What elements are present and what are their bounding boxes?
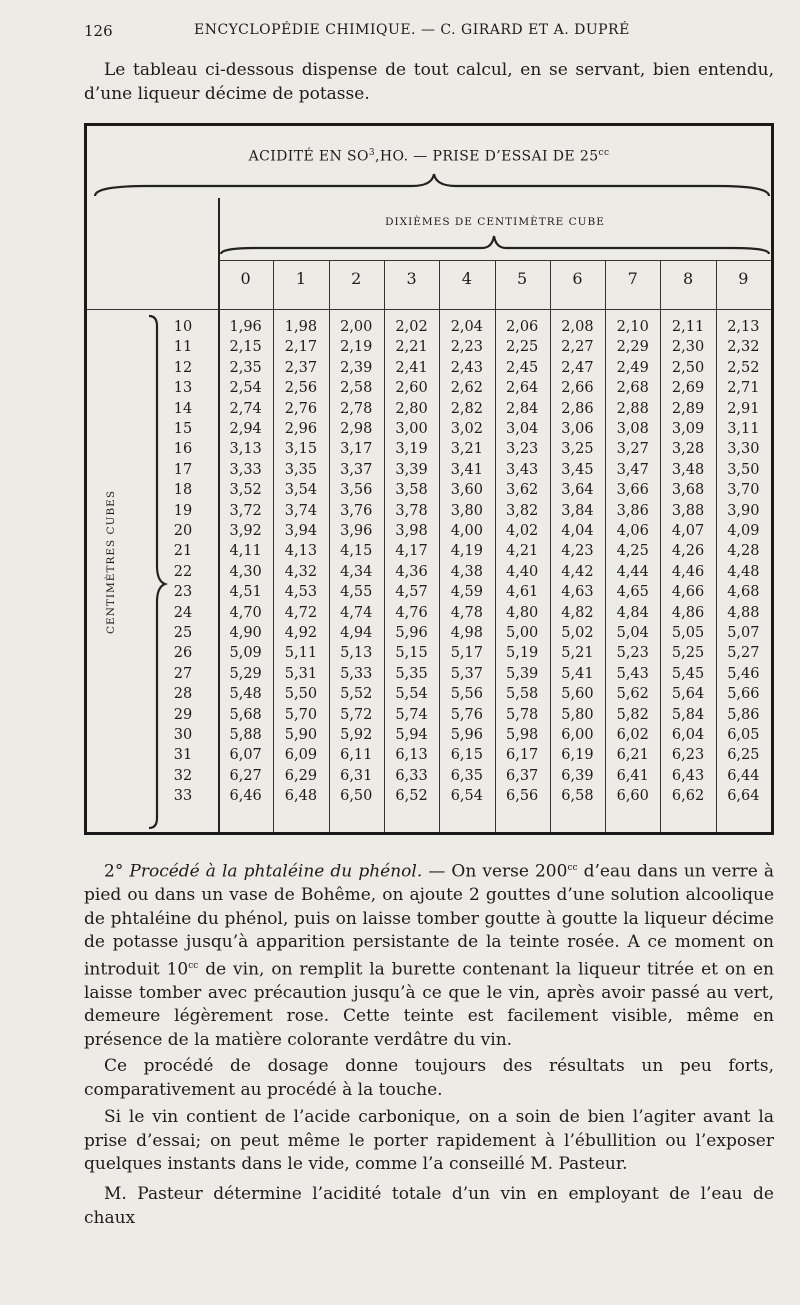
table-cell: 5,68	[229, 706, 262, 723]
table-cell: 3,92	[229, 523, 262, 539]
table-cell: 5,21	[561, 645, 594, 662]
table-cell: 2,64	[506, 380, 539, 397]
intro-paragraph: Le tableau ci-dessous dispense de tout calcul, en se servant, bien entendu, d’une liqueur décime de potasse.	[84, 60, 774, 104]
table-cell: 6,21	[616, 747, 649, 764]
table-title-rest: ,HO. — PRISE D’ESSAI DE 25	[375, 148, 599, 165]
table-cell: 5,70	[284, 706, 318, 723]
table-cell: 4,38	[450, 563, 483, 580]
row-label: 15	[173, 421, 193, 437]
table-cell: 3,47	[616, 461, 649, 478]
table-cell: 6,37	[506, 767, 539, 784]
digits-brace	[221, 236, 769, 254]
table-cell: 2,76	[284, 400, 318, 417]
table-cell: 3,74	[284, 502, 318, 519]
table-cell: 5,25	[671, 645, 705, 662]
table-cell: 6,25	[727, 747, 760, 764]
table-cell: 3,76	[340, 502, 373, 519]
table-cell: 6,07	[229, 747, 262, 764]
table-cell: 6,19	[561, 747, 594, 764]
table-cell: 4,13	[284, 543, 318, 560]
table-cell: 4,00	[450, 523, 483, 539]
table-cell: 4,68	[727, 584, 760, 601]
row-label: 14	[173, 400, 193, 417]
table-cell: 3,88	[671, 502, 705, 519]
table-cell: 2,94	[229, 421, 262, 437]
table-cell: 2,47	[561, 359, 594, 376]
table-cell: 6,13	[395, 747, 428, 764]
row-label: 19	[173, 502, 193, 519]
table-cell: 3,11	[727, 421, 760, 437]
row-label: 26	[173, 645, 193, 662]
table-cell: 2,27	[561, 339, 594, 356]
table-cell: 4,63	[561, 584, 594, 601]
column-header-7: 7	[627, 269, 638, 288]
table-cell: 5,58	[506, 686, 539, 703]
table-cell: 5,78	[506, 706, 539, 723]
row-label: 18	[173, 482, 193, 499]
row-label: 32	[173, 767, 193, 784]
table-cell: 3,84	[561, 502, 594, 519]
table-cell: 2,11	[671, 319, 705, 335]
table-cell: 3,17	[340, 441, 373, 458]
row-label: 13	[173, 380, 193, 397]
table-cell: 6,29	[284, 767, 318, 784]
table-cell: 4,84	[616, 604, 649, 621]
table-cell: 5,80	[561, 706, 594, 723]
table-cell: 2,54	[229, 380, 262, 397]
table-cell: 6,35	[450, 767, 483, 784]
table-cell: 3,64	[561, 482, 594, 499]
table-cell: 2,30	[671, 339, 705, 356]
section-number: 2°	[104, 861, 130, 882]
table-cell: 3,96	[340, 523, 373, 539]
table-cell: 2,32	[727, 339, 760, 356]
row-label: 22	[173, 563, 193, 580]
table-cell: 2,00	[340, 319, 373, 335]
table-cell: 6,41	[616, 767, 649, 784]
table-cell: 2,02	[395, 319, 428, 335]
table-cell: 4,66	[671, 584, 705, 601]
table-cell: 5,00	[506, 625, 539, 641]
section-title: Procédé à la phtaléine du phénol.	[129, 861, 423, 882]
column-header-3: 3	[406, 269, 417, 288]
table-cell: 2,41	[395, 359, 428, 376]
section-text-c: de vin, on remplit la burette contenant la liqueur titrée et on en laisse tomber avec précaution jusqu’à ce que le vin, après avoir passé au vert, demeure légèrement rose. Cette teinte est facilement visible, même en présence de la matière colorante verdâtre du vin.	[84, 959, 774, 1050]
table-cell: 4,80	[506, 604, 539, 621]
table-cell: 3,04	[506, 421, 539, 437]
table-cell: 6,17	[506, 747, 539, 764]
table-cell: 5,39	[506, 665, 539, 682]
table-cell: 3,70	[727, 482, 760, 499]
table-cell: 4,94	[340, 625, 373, 641]
table-title-superscript: 3	[368, 148, 376, 158]
table-cell: 4,26	[671, 543, 705, 560]
table-cell: 6,64	[727, 788, 760, 805]
table-cell: 2,86	[561, 400, 594, 417]
table-cell: 4,46	[671, 563, 705, 580]
table-cell: 6,52	[395, 788, 428, 805]
table-cell: 4,34	[340, 563, 373, 580]
table-cell: 4,98	[450, 625, 483, 641]
table-cell: 6,11	[340, 747, 373, 764]
table-cell: 4,06	[616, 523, 649, 539]
table-cell: 4,82	[561, 604, 594, 621]
table-cell: 4,42	[561, 563, 594, 580]
table-cell: 2,66	[561, 380, 594, 397]
row-label: 23	[173, 584, 193, 601]
table-cell: 4,36	[395, 563, 428, 580]
row-label: 25	[173, 625, 193, 641]
table-cell: 5,54	[395, 686, 428, 703]
table-cell: 2,39	[340, 359, 373, 376]
table-cell: 5,27	[727, 645, 760, 662]
table-cell: 6,09	[284, 747, 318, 764]
row-label: 21	[173, 543, 193, 560]
table-cell: 3,08	[616, 421, 649, 437]
table-cell: 2,06	[506, 319, 539, 335]
table-cell: 5,88	[229, 727, 262, 743]
table-cell: 4,07	[671, 523, 705, 539]
table-cell: 5,13	[340, 645, 373, 662]
table-cell: 2,74	[229, 400, 262, 417]
table-cell: 6,33	[395, 767, 428, 784]
table-cell: 6,62	[671, 788, 705, 805]
table-cell: 6,00	[561, 727, 594, 743]
table-cell: 3,54	[284, 482, 318, 499]
table-cell: 5,50	[284, 686, 318, 703]
table-cell: 3,21	[450, 441, 483, 458]
table-cell: 4,44	[616, 563, 649, 580]
row-group-label: CENTIMÈTRES CUBES	[105, 489, 117, 634]
table-cell: 3,90	[727, 502, 760, 519]
table-cell: 2,08	[561, 319, 594, 335]
table-cell: 4,72	[284, 604, 318, 621]
table-cell: 4,51	[229, 584, 262, 601]
table-cell: 4,88	[727, 604, 760, 621]
row-label: 20	[173, 523, 193, 539]
table-cell: 2,84	[506, 400, 539, 417]
row-label: 27	[173, 665, 193, 682]
row-label: 31	[173, 747, 193, 764]
table-cell: 2,60	[395, 380, 428, 397]
table-cell: 5,56	[450, 686, 483, 703]
table-cell: 2,68	[616, 380, 649, 397]
table-cell: 6,23	[671, 747, 705, 764]
table-cell: 5,31	[284, 665, 318, 682]
table-cell: 4,74	[340, 604, 373, 621]
table-cell: 2,19	[340, 339, 373, 356]
table-cell: 2,29	[616, 339, 649, 356]
column-header-2: 2	[351, 269, 362, 288]
table-cell: 2,88	[616, 400, 649, 417]
table-cell: 5,09	[229, 645, 262, 662]
table-cell: 2,96	[284, 421, 318, 437]
table-cell: 2,98	[340, 421, 373, 437]
table-cell: 3,66	[616, 482, 649, 499]
table-cell: 3,80	[450, 502, 483, 519]
row-label: 16	[173, 441, 193, 458]
table-cell: 6,48	[284, 788, 318, 805]
table-cell: 3,15	[284, 441, 318, 458]
table-cell: 5,15	[395, 645, 428, 662]
header-bottom-rule	[87, 309, 771, 310]
table-cell: 3,68	[671, 482, 705, 499]
table-cell: 3,45	[561, 461, 594, 478]
row-label: 29	[173, 706, 193, 723]
table-cell: 4,09	[727, 523, 760, 539]
table-cell: 1,98	[284, 319, 318, 335]
table-cell: 5,62	[616, 686, 649, 703]
table-cell: 5,52	[340, 686, 373, 703]
table-cell: 5,74	[395, 706, 428, 723]
table-cell: 6,04	[671, 727, 705, 743]
table-cell: 3,52	[229, 482, 262, 499]
column-group-label: DIXIÈMES DE CENTIMÈTRE CUBE	[385, 216, 605, 228]
table-cell: 3,09	[671, 421, 705, 437]
table-cell: 2,10	[616, 319, 649, 335]
table-cell: 5,72	[340, 706, 373, 723]
table-title-main: ACIDITÉ EN SO	[248, 148, 369, 165]
paragraph-3: Ce procédé de dosage donne toujours des résultats un peu forts, comparativement au procédé à la touche.	[84, 1056, 774, 1100]
column-header-9: 9	[738, 269, 749, 288]
row-label: 28	[173, 686, 193, 703]
table-cell: 5,45	[671, 665, 705, 682]
table-cell: 5,60	[561, 686, 594, 703]
table-cell: 3,56	[340, 482, 373, 499]
page-header	[84, 22, 774, 44]
table-cell: 4,59	[450, 584, 483, 601]
table-cell: 5,82	[616, 706, 649, 723]
running-head: ENCYCLOPÉDIE CHIMIQUE. — C. GIRARD ET A. DUPRÉ	[194, 22, 630, 38]
table-cell: 6,60	[616, 788, 649, 805]
table-cell: 5,96	[395, 625, 428, 641]
table-cell: 3,43	[506, 461, 539, 478]
table-cell: 2,17	[284, 339, 318, 356]
table-cell: 3,13	[229, 441, 262, 458]
table-cell: 2,23	[450, 339, 483, 356]
table-cell: 3,94	[284, 523, 318, 539]
table-cell: 4,86	[671, 604, 705, 621]
table-cell: 3,41	[450, 461, 483, 478]
table-cell: 5,19	[506, 645, 539, 662]
unit-cc-b: cc	[188, 960, 199, 971]
column-header-8: 8	[682, 269, 694, 288]
table-cell: 3,86	[616, 502, 649, 519]
table-cell: 6,31	[340, 767, 373, 784]
table-cell: 4,48	[727, 563, 760, 580]
acidity-table	[84, 123, 774, 835]
table-cell: 4,30	[229, 563, 262, 580]
table-cell: 4,17	[395, 543, 428, 560]
table-cell: 4,23	[561, 543, 594, 560]
table-cell: 3,82	[506, 502, 539, 519]
table-cell: 6,50	[340, 788, 373, 805]
table-cell: 2,62	[450, 380, 483, 397]
table-cell: 6,39	[561, 767, 594, 784]
table-cell: 4,76	[395, 604, 428, 621]
table-cell: 2,69	[671, 380, 705, 397]
table-cell: 5,98	[506, 727, 539, 743]
row-label: 10	[173, 319, 193, 335]
table-cell: 2,35	[229, 359, 262, 376]
table-cell: 5,33	[340, 665, 373, 682]
table-cell: 5,11	[284, 645, 318, 662]
table-cell: 3,28	[671, 441, 705, 458]
table-cell: 2,52	[727, 359, 760, 376]
table-cell: 4,55	[340, 584, 373, 601]
table-cell: 4,15	[340, 543, 373, 560]
table-cell: 5,41	[561, 665, 594, 682]
table-cell: 5,37	[450, 665, 483, 682]
table-cell: 2,56	[284, 380, 318, 397]
table-cell: 3,72	[229, 502, 262, 519]
section-text-a: — On verse 200	[422, 861, 568, 882]
row-label: 33	[173, 788, 193, 805]
table-cell: 4,32	[284, 563, 318, 580]
table-cell: 3,98	[395, 523, 428, 539]
table-cell: 2,89	[671, 400, 705, 417]
table-cell: 3,37	[340, 461, 373, 478]
table-cell: 3,00	[395, 421, 428, 437]
column-header-0: 0	[240, 269, 251, 288]
table-cell: 2,04	[450, 319, 483, 335]
table-cell: 3,02	[450, 421, 483, 437]
table-cell: 5,76	[450, 706, 483, 723]
paragraph-5: M. Pasteur détermine l’acidité totale d’un vin en employant de l’eau de chaux	[84, 1184, 774, 1228]
table-cell: 3,25	[561, 441, 594, 458]
table-cell: 6,58	[561, 788, 594, 805]
table-cell: 3,19	[395, 441, 428, 458]
table-cell: 2,80	[395, 400, 428, 417]
table-cell: 2,43	[450, 359, 483, 376]
table-cell: 4,92	[284, 625, 318, 641]
table-cell: 2,91	[727, 400, 760, 417]
table-cell: 5,35	[395, 665, 428, 682]
table-cell: 2,45	[506, 359, 539, 376]
table-cell: 3,23	[506, 441, 539, 458]
unit-cc-a: cc	[567, 863, 578, 873]
table-cell: 3,62	[506, 482, 539, 499]
table-cell: 6,02	[616, 727, 649, 743]
table-cell: 5,43	[616, 665, 649, 682]
table-cell: 2,71	[727, 380, 760, 397]
table-cell: 4,61	[506, 584, 539, 601]
table-cell: 5,17	[450, 645, 483, 662]
section-text-b: d’eau dans un verre à pied ou dans un vase de Bohême, on ajoute 2 gouttes d’une solution alcoolique de phtaléine du phénol, puis on laisse tomber goutte à goutte la liqueur décime de potasse jusqu’à apparition persistante de la teinte rosée. A ce moment on introduit 10	[84, 861, 774, 980]
table-cell: 3,60	[450, 482, 483, 499]
table-cell: 3,58	[395, 482, 428, 499]
table-cell: 4,21	[506, 543, 539, 560]
column-header-6: 6	[572, 269, 583, 288]
table-cell: 4,28	[727, 543, 760, 560]
row-label: 12	[173, 359, 193, 376]
table-cell: 5,66	[727, 686, 760, 703]
table-cell: 2,58	[340, 380, 373, 397]
paragraph-4: Si le vin contient de l’acide carbonique, on a soin de bien l’agiter avant la prise d’essai; on peut même le porter rapidement à l’ébullition ou l’exposer quelques instants dans le vide, comme l’a conseillé M. Pasteur.	[84, 1107, 774, 1174]
table-cell: 3,48	[671, 461, 705, 478]
page-number: 126	[84, 22, 113, 40]
table-cell: 4,40	[506, 563, 539, 580]
table-cell: 6,05	[727, 727, 760, 743]
table-title-unit: cc	[598, 148, 610, 158]
column-group-brace	[95, 174, 769, 196]
table-cell: 4,11	[229, 543, 262, 560]
table-cell: 3,39	[395, 461, 428, 478]
section-2-paragraph	[84, 857, 774, 1052]
column-header-5: 5	[517, 269, 528, 288]
table-cell: 4,25	[616, 543, 649, 560]
table-cell: 2,49	[616, 359, 649, 376]
table-cell: 4,65	[616, 584, 649, 601]
table-cell: 4,19	[450, 543, 483, 560]
table-cell: 5,64	[671, 686, 705, 703]
table-cell: 6,43	[671, 767, 705, 784]
table-cell: 4,02	[506, 523, 539, 539]
table-cell: 2,50	[671, 359, 705, 376]
table-cell: 6,46	[229, 788, 262, 805]
table-cell: 5,07	[727, 625, 760, 641]
row-label: 30	[173, 727, 193, 743]
table-cell: 2,15	[229, 339, 262, 356]
table-cell: 2,78	[340, 400, 373, 417]
table-cell: 3,06	[561, 421, 594, 437]
table-cell: 5,04	[616, 625, 649, 641]
table-cell: 5,48	[229, 686, 262, 703]
table-cell: 5,94	[395, 727, 428, 743]
table-cell: 6,44	[727, 767, 760, 784]
table-cell: 2,37	[284, 359, 318, 376]
table-cell: 5,23	[616, 645, 649, 662]
table-cell: 5,84	[671, 706, 705, 723]
table-cell: 5,90	[284, 727, 318, 743]
row-label: 11	[173, 339, 193, 356]
table-cell: 6,15	[450, 747, 483, 764]
table-cell: 6,56	[506, 788, 539, 805]
table-cell: 3,78	[395, 502, 428, 519]
row-label: 17	[173, 461, 193, 478]
column-header-1: 1	[295, 269, 307, 288]
table-cell: 1,96	[229, 319, 262, 335]
table-cell: 2,25	[506, 339, 539, 356]
table-cell: 4,90	[229, 625, 262, 641]
table-cell: 4,53	[284, 584, 318, 601]
table-cell: 6,54	[450, 788, 483, 805]
table-cell: 2,13	[727, 319, 760, 335]
table-cell: 4,70	[229, 604, 262, 621]
table-cell: 3,35	[284, 461, 318, 478]
column-header-4: 4	[461, 269, 472, 288]
table-cell: 3,30	[727, 441, 760, 458]
table-cell: 3,33	[229, 461, 262, 478]
table-cell: 4,57	[395, 584, 428, 601]
table-cell: 5,92	[340, 727, 373, 743]
table-cell: 5,96	[450, 727, 483, 743]
table-cell: 5,86	[727, 706, 760, 723]
row-label: 24	[173, 604, 193, 621]
table-cell: 2,21	[395, 339, 428, 356]
table-cell: 5,02	[561, 625, 594, 641]
table-cell: 5,29	[229, 665, 262, 682]
table-cell: 3,50	[727, 461, 760, 478]
table-cell: 5,46	[727, 665, 760, 682]
table-cell: 4,04	[561, 523, 594, 539]
table-cell: 3,27	[616, 441, 649, 458]
table-cell: 5,05	[671, 625, 705, 641]
table-cell: 4,78	[450, 604, 483, 621]
table-cell: 2,82	[450, 400, 483, 417]
table-cell: 6,27	[229, 767, 262, 784]
